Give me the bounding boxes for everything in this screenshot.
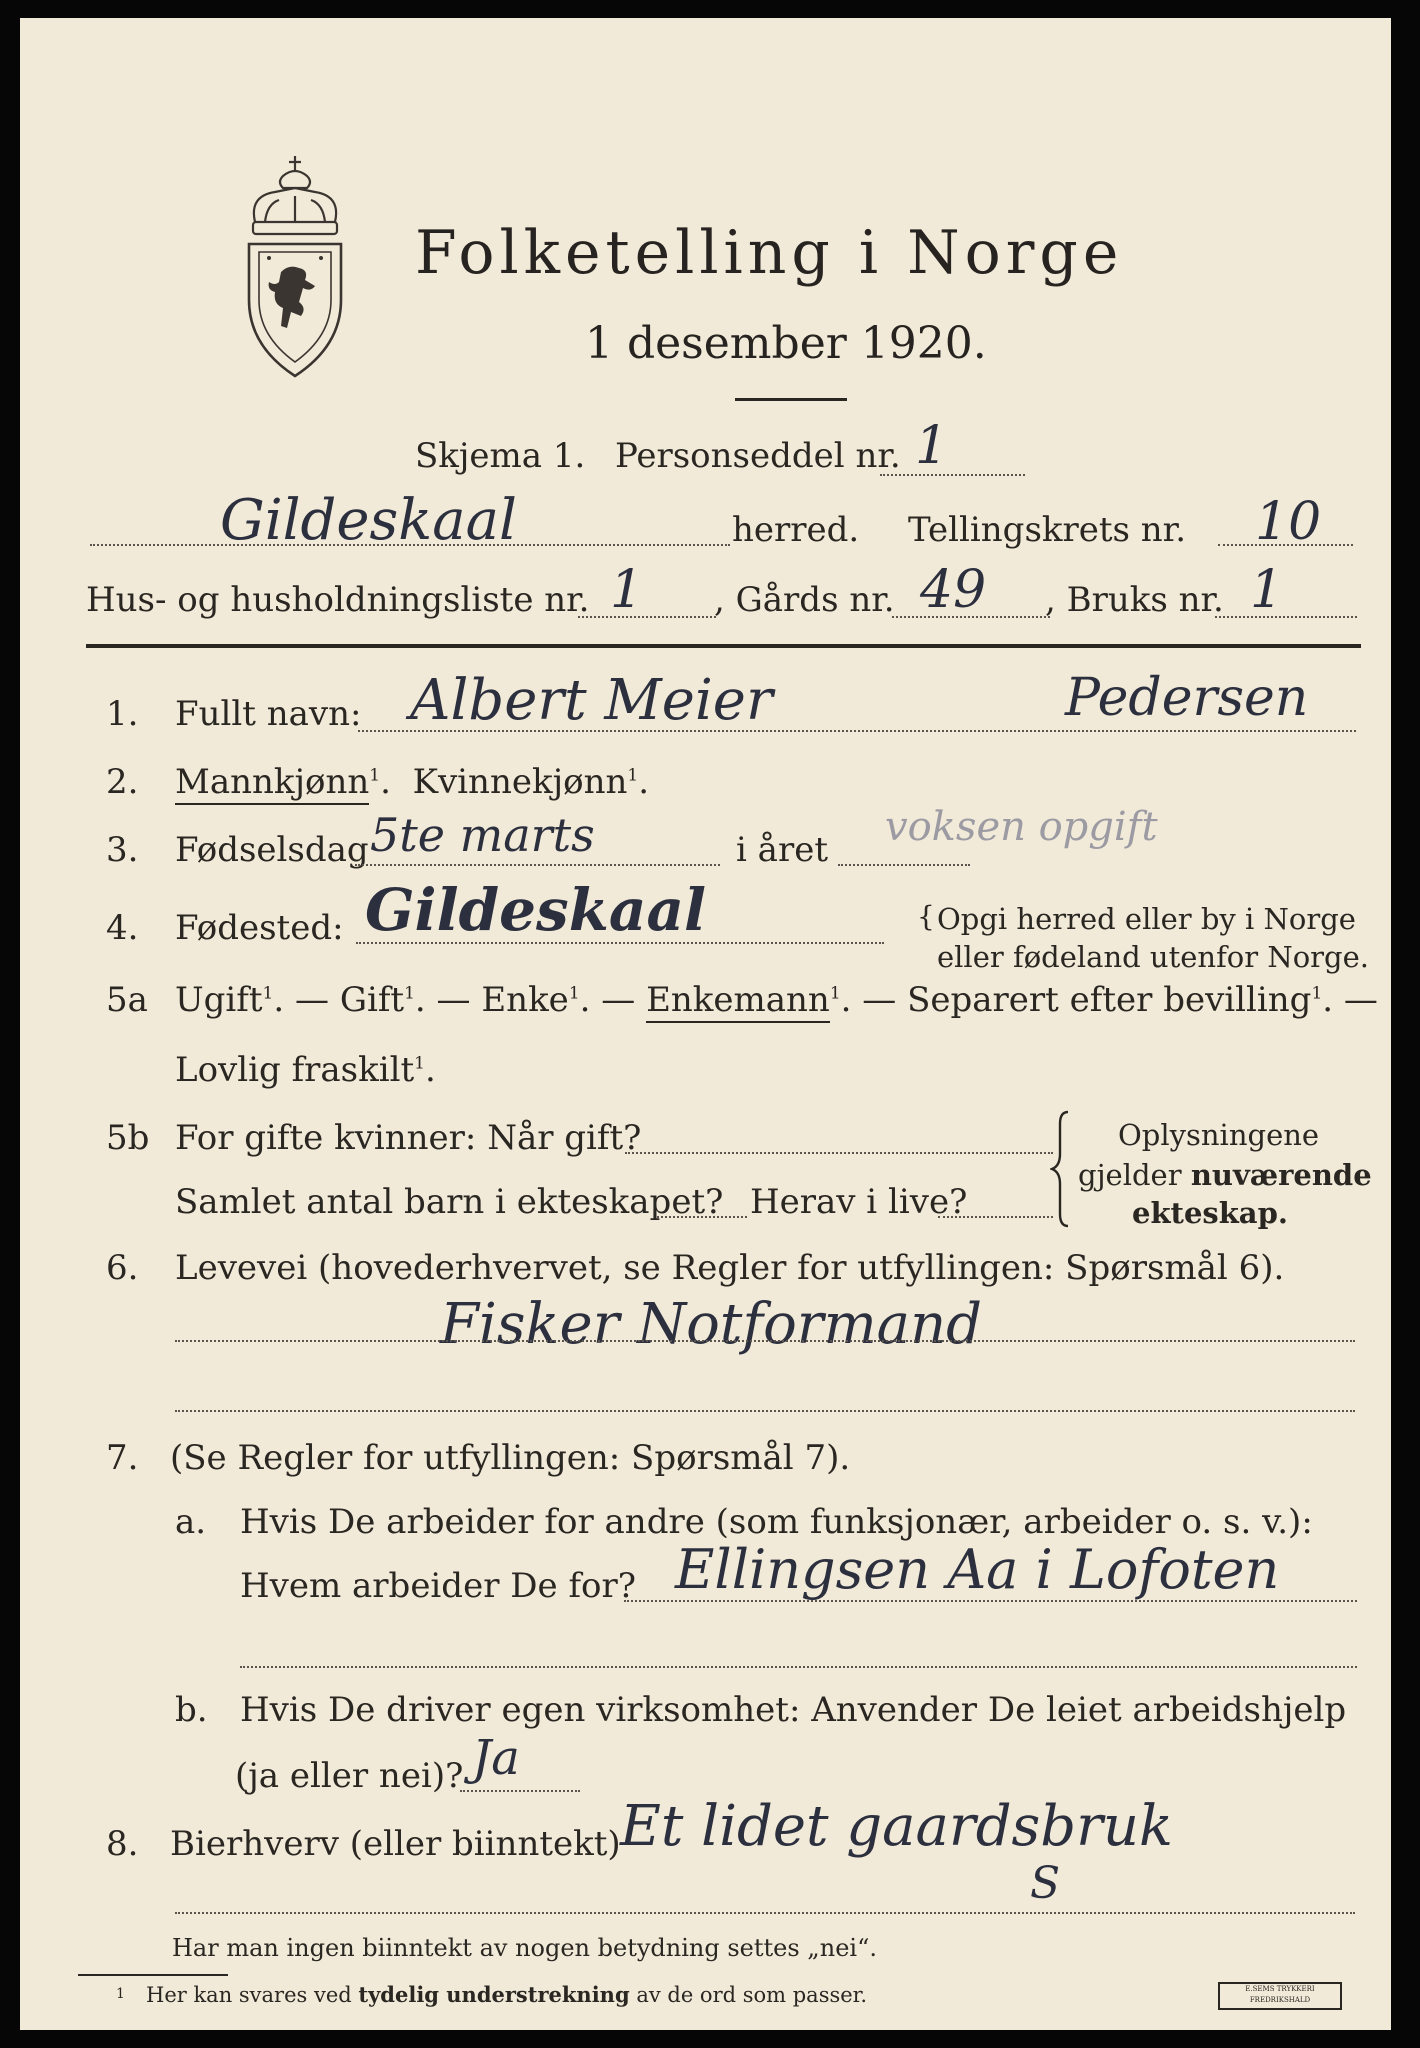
q7a-field-2 xyxy=(240,1666,1357,1668)
q7a-text: Hvis De arbeider for andre (som funksjonær, arbeider o. s. v.): xyxy=(240,1502,1313,1542)
option-gift[interactable]: Gift xyxy=(339,980,405,1020)
q5b-label-3: Herav i live? xyxy=(750,1182,968,1222)
q8-field-2 xyxy=(175,1912,1355,1914)
q4-note-1: Opgi herred eller by i Norge xyxy=(937,902,1356,936)
option-separert[interactable]: Separert efter bevilling xyxy=(907,980,1312,1020)
option-mannkjonn[interactable]: Mannkjønn xyxy=(175,762,369,805)
herred-value: Gildeskaal xyxy=(220,488,517,553)
q7-label: (Se Regler for utfyllingen: Spørsmål 7). xyxy=(170,1438,851,1478)
q5a-options-2: Lovlig fraskilt$^1$. xyxy=(175,1050,436,1090)
herred-label: herred. xyxy=(732,510,860,550)
personseddel-label: Personseddel nr. xyxy=(615,436,901,476)
q6-field-1 xyxy=(175,1340,1355,1342)
footnote-divider xyxy=(78,1974,228,1976)
footnote-text: Her kan svares ved tydelig understrekning av de ord som passer. xyxy=(146,1982,868,2007)
q3-number: 3. xyxy=(106,830,139,870)
q6-field-2 xyxy=(175,1410,1355,1412)
q6-number: 6. xyxy=(106,1248,139,1288)
q1-value-first: Albert Meier xyxy=(410,668,773,733)
hus-field xyxy=(578,616,716,618)
footnote-number: 1 xyxy=(116,1986,125,2002)
q5b-label-2: Samlet antal barn i ekteskapet? xyxy=(175,1182,724,1222)
q4-note-2: eller fødeland utenfor Norge. xyxy=(937,940,1369,974)
tellingskrets-value: 10 xyxy=(1255,492,1322,552)
q3-aret-field xyxy=(838,864,970,866)
q1-label: Fullt navn: xyxy=(175,694,362,734)
bruks-value: 1 xyxy=(1250,560,1284,620)
title-divider xyxy=(735,398,847,401)
q3-aret-value: voksen opgift xyxy=(885,804,1158,850)
q7b-question: (ja eller nei)? xyxy=(235,1756,464,1796)
q5b-brace-icon xyxy=(1050,1110,1074,1228)
q2-options: Mannkjønn$^1$. Kvinnekjønn$^1$. xyxy=(175,762,649,802)
q7a-value: Ellingsen Aa i Lofoten xyxy=(675,1538,1280,1601)
q5b-field-1 xyxy=(625,1152,1053,1154)
tellingskrets-label: Tellingskrets nr. xyxy=(908,510,1187,550)
personseddel-field xyxy=(880,474,1025,476)
q4-label: Fødested: xyxy=(175,908,344,948)
q6-value: Fisker Notformand xyxy=(440,1292,982,1357)
q2-number: 2. xyxy=(106,762,139,802)
q8-label: Bierhverv (eller biinntekt) xyxy=(170,1824,621,1864)
q7-number: 7. xyxy=(106,1438,139,1478)
q5b-field-2 xyxy=(657,1216,747,1218)
hus-label: Hus- og husholdningsliste nr. xyxy=(86,580,590,620)
q4-note-bracket: { xyxy=(917,900,935,933)
q5b-note-1: Oplysningene xyxy=(1118,1118,1320,1152)
q8-mark: S xyxy=(1030,1858,1061,1909)
q3-label: Fødselsdag xyxy=(175,830,369,870)
q5b-note-3: ekteskap. xyxy=(1132,1196,1288,1230)
q5b-label-1: For gifte kvinner: Når gift? xyxy=(175,1118,642,1158)
personseddel-value: 1 xyxy=(915,416,949,476)
hus-value: 1 xyxy=(610,560,644,620)
printer-stamp: E.SEMS TRYKKERI FREDRIKSHALD xyxy=(1218,1982,1342,2010)
q3-field xyxy=(355,864,720,866)
q5b-field-3 xyxy=(938,1216,1053,1218)
q5a-number: 5a xyxy=(106,980,148,1020)
bruks-field xyxy=(1215,616,1357,618)
census-form-page xyxy=(20,18,1391,2030)
option-lovlig-fraskilt[interactable]: Lovlig fraskilt xyxy=(175,1050,415,1090)
q4-number: 4. xyxy=(106,908,139,948)
q7b-value: Ja xyxy=(472,1730,520,1786)
skjema-label: Skjema 1. xyxy=(415,436,586,476)
option-enke[interactable]: Enke xyxy=(481,980,569,1020)
q8-number: 8. xyxy=(106,1824,139,1864)
form-title: Folketelling i Norge xyxy=(415,218,1124,288)
option-kvinnekjonn[interactable]: Kvinnekjønn xyxy=(412,762,628,802)
norway-coat-of-arms-icon xyxy=(235,152,355,380)
q5b-note-2: gjelder nuværende xyxy=(1078,1158,1372,1192)
q6-label: Levevei (hovederhvervet, se Regler for utfyllingen: Spørsmål 6). xyxy=(175,1248,1285,1288)
option-enkemann[interactable]: Enkemann xyxy=(646,980,830,1023)
bruks-label: , Bruks nr. xyxy=(1045,580,1224,620)
q3-aret-label: i året xyxy=(736,830,828,870)
gards-value: 49 xyxy=(920,560,987,620)
q7b-letter: b. xyxy=(175,1690,208,1730)
option-ugift[interactable]: Ugift xyxy=(175,980,263,1020)
header-divider xyxy=(86,644,1361,648)
form-date: 1 desember 1920. xyxy=(585,318,987,369)
q7b-text: Hvis De driver egen virksomhet: Anvender De leiet arbeidshjelp xyxy=(240,1690,1347,1730)
q7a-question: Hvem arbeider De for? xyxy=(240,1566,636,1606)
gards-label: , Gårds nr. xyxy=(714,580,895,620)
q7b-field xyxy=(460,1790,580,1792)
q3-value: 5te marts xyxy=(370,808,595,862)
q7a-letter: a. xyxy=(175,1502,207,1542)
q1-value-last: Pedersen xyxy=(1065,668,1309,728)
q8-value: Et lidet gaardsbruk xyxy=(620,1794,1173,1859)
q5a-options: Ugift$^1$. — Gift$^1$. — Enke$^1$. — Enkemann$^1$. — Separert efter bevilling$^1$. — xyxy=(175,980,1378,1020)
footer-note: Har man ingen biinntekt av nogen betydning settes „nei“. xyxy=(172,1934,877,1962)
q4-value: Gildeskaal xyxy=(365,876,707,944)
q1-number: 1. xyxy=(106,694,139,734)
q5b-number: 5b xyxy=(106,1118,150,1158)
